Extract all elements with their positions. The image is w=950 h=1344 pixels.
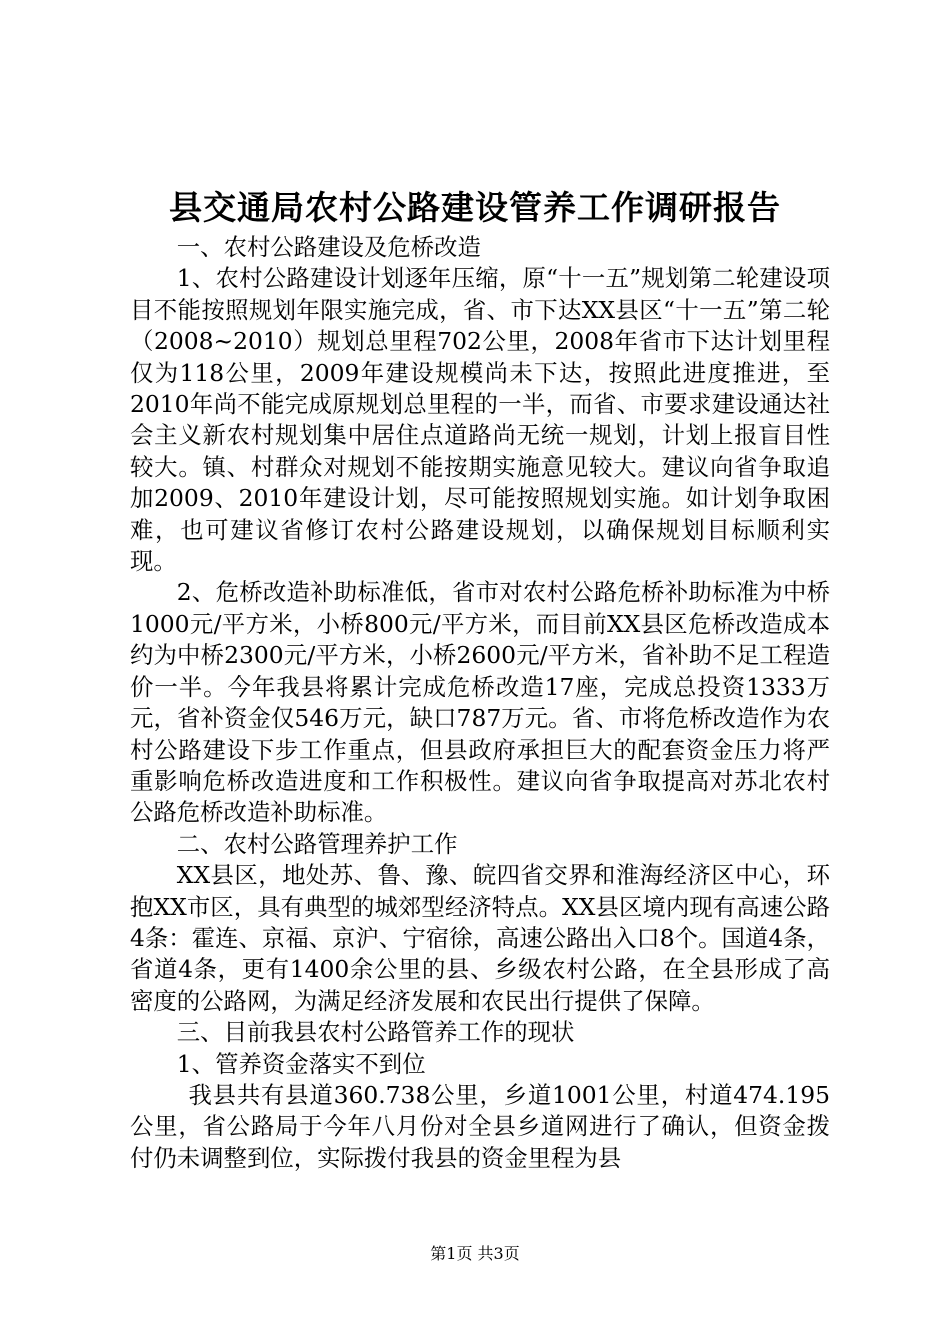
document-body: [130, 232, 830, 1174]
paragraph-road-mileage: 我县共有县道360.738公里，乡道1001公里，村道474.195公里，省公路局于今年八月份对全县乡道网进行了确认，但资金拨付仍未调整到位，实际拨付我县的资金里程为县: [130, 1080, 830, 1172]
paragraph-road-plan: 1、农村公路建设计划逐年压缩，原“十一五”规划第二轮建设项目不能按照规划年限实施完成，省、市下达XX县区“十一五”第二轮（2008~2010）规划总里程702公里，2008年省市下达计划里程仅为118公里，2009年建设规模尚未下达，按照此进度推进，至2010年尚不能完成原规划总里程的一半，而省、市要求建设通达社会主义新农村规划集中居住点道路尚无统一规划，计划上报盲目性较大。镇、村群众对规划不能按期实施意见较大。建议向省争取追加2009、2010年建设计划，尽可能按照规划实施。如计划争取困难，也可建议省修订农村公路建设规划，以确保规划目标顺利实现。: [130, 264, 830, 576]
document-title: 县交通局农村公路建设管养工作调研报告: [169, 188, 781, 227]
section-heading-2: 二、农村公路管理养护工作: [176, 829, 458, 858]
subheading-funding: 1、管养资金落实不到位: [176, 1049, 426, 1078]
section-heading-3: 三、目前我县农村公路管养工作的现状: [176, 1018, 575, 1047]
page-footer: 第1页 共3页: [430, 1244, 520, 1263]
section-heading-1: 一、农村公路建设及危桥改造: [176, 233, 481, 261]
paragraph-county-overview: XX县区，地处苏、鲁、豫、皖四省交界和淮海经济区中心，环抱XX市区，具有典型的城郊型经济特点。XX县区境内现有高速公路4条：霍连、京福、京沪、宁宿徐，高速公路出入口8个。国道4条，省道4条，更有1400余公里的县、乡级农村公路，在全县形成了高密度的公路网，为满足经济发展和农民出行提供了保障。: [130, 861, 830, 1015]
paragraph-bridge-subsidy: 2、危桥改造补助标准低，省市对农村公路危桥补助标准为中桥1000元/平方米，小桥800元/平方米，而目前XX县区危桥改造成本约为中桥2300元/平方米，小桥2600元/平方米，省补助不足工程造价一半。今年我县将累计完成危桥改造17座，完成总投资1333万元，省补资金仅546万元，缺口787万元。省、市将危桥改造作为农村公路建设下步工作重点，但县政府承担巨大的配套资金压力将严重影响危桥改造进度和工作积极性。建议向省争取提高对苏北农村公路危桥改造补助标准。: [130, 578, 830, 827]
